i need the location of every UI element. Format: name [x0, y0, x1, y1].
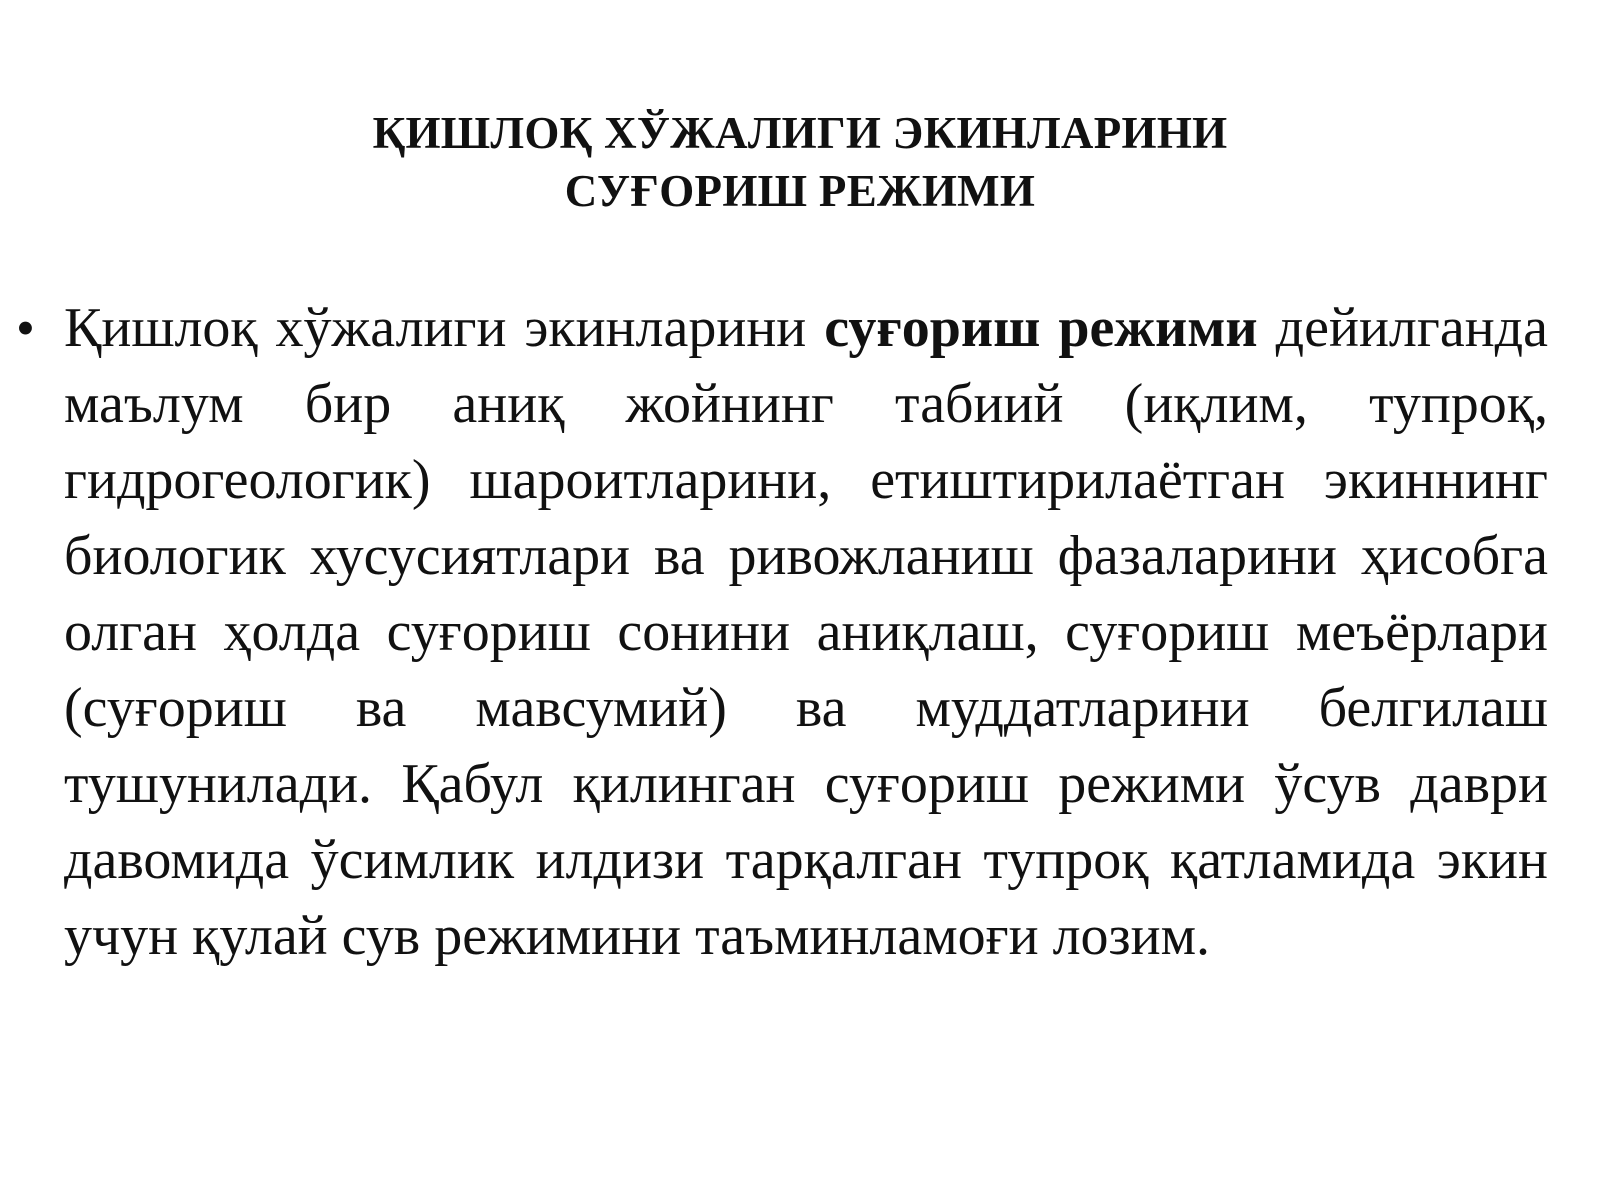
bullet-text-before: Қишлоқ хўжалиги экинларини — [64, 297, 825, 359]
bullet-dot-icon: • — [16, 298, 35, 358]
bullet-text-after: дейилганда маълум бир аниқ жойнинг табиий (иқлим, тупроқ, гидрогеологик) шароитларини, етиштирилаётган экиннинг биологик хусусиятлари ва ривожланиш фазаларини ҳисобга олган ҳолда суғориш сонини аниқлаш, суғориш меъёрлари (суғориш ва мавсумий) ва муддатларини белгилаш тушунилади. Қабул қилинган суғориш режими ўсув даври давомида ўсимлик илдизи тарқалган тупроқ қатламида экин учун қулай сув режимини таъминламоғи лозим. — [64, 297, 1549, 967]
slide-title-line-1: ҚИШЛОҚ ХЎЖАЛИГИ ЭКИНЛАРИНИ — [372, 108, 1228, 158]
bullet-item — [16, 290, 1548, 974]
bullet-text-bold: суғориш режими — [824, 297, 1258, 359]
slide-title — [0, 104, 1600, 220]
slide-title-line-2: СУҒОРИШ РЕЖИМИ — [564, 166, 1036, 216]
bullet-paragraph — [64, 290, 1548, 974]
bullet-list — [16, 290, 1548, 974]
